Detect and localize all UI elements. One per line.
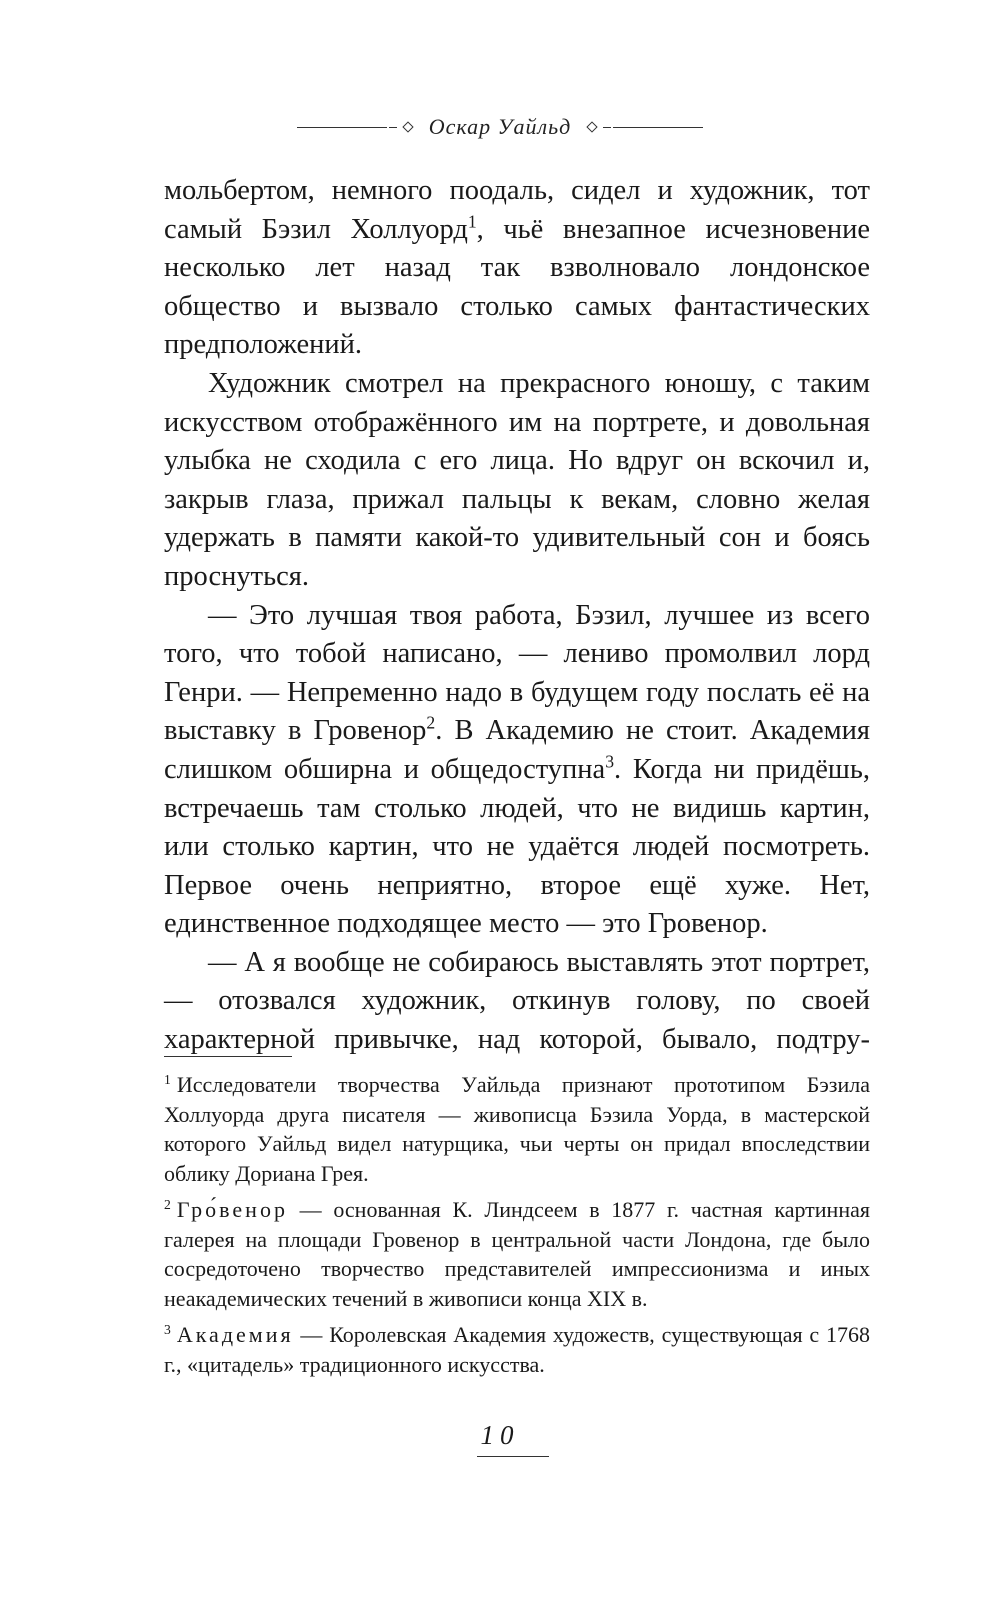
page-number: 10 bbox=[480, 1420, 520, 1450]
footnote-text: — Королевская Академия художеств, существующая с 1768 г., «цитадель» традиционного искусства. bbox=[164, 1322, 870, 1377]
left-ornament-icon bbox=[297, 123, 415, 131]
paragraph-3-part-b: . В Академию не стоит. Академия слишком обширна и общедоступна bbox=[164, 715, 870, 785]
paragraph-3-part-a: — Это лучшая твоя работа, Бэзил, лучшее из всего того, что тобой написано, — лениво промолвил лорд Генри. — Непременно надо в будущем году послать её на выставку в Гровенор bbox=[164, 599, 870, 747]
footnote-number: 3 bbox=[164, 1321, 171, 1337]
footnote-term: Академия bbox=[176, 1322, 294, 1347]
paragraph-3-part-c: . Когда ни придёшь, встречаешь там столько людей, что не видишь картин, или столько картин, что не удаётся людей посмотреть. Первое очень неприятно, второе ещё хуже. Нет, единственное подходящее место — это Гровенор. bbox=[164, 753, 870, 940]
paragraph-2: Художник смотрел на прекрасного юношу, с таким искусством отображённого им на портрете, и довольная улыбка не сходила с его лица. Но вдруг он вскочил и, закрыв глаза, прижал пальцы к векам, словно желая удержать в памяти какой-то удивительный сон и боясь проснуться. bbox=[164, 367, 870, 592]
footnote-1 bbox=[164, 1070, 870, 1188]
paragraph-1-part-a: мольбертом, немного поодаль, сидел и художник, тот самый Бэзил Холлуорд bbox=[164, 175, 870, 245]
footnote-separator bbox=[164, 1056, 292, 1057]
footnotes bbox=[164, 1070, 870, 1386]
paragraph-4: — А я вообще не собираюсь выставлять этот портрет, — отозвался художник, откинув голову, по своей характерной привычке, над которой, бывало, подтру- bbox=[164, 946, 870, 1056]
footnote-term: Гро́венор bbox=[176, 1197, 288, 1222]
footnote-number: 1 bbox=[164, 1071, 171, 1087]
footnote-3 bbox=[164, 1320, 870, 1379]
running-header bbox=[0, 114, 1000, 140]
right-ornament-icon bbox=[585, 123, 703, 131]
running-header-author: Оскар Уайльд bbox=[428, 114, 572, 139]
footnote-text: Исследователи творчества Уайльда признают прототипом Бэзила Холлуорда друга писателя — живописца Бэзила Уорда, в мастерской которого Уайльд видел натурщика, чьи черты он придал впоследствии облику Дориана Грея. bbox=[164, 1072, 870, 1186]
footnote-ref-1[interactable]: 1 bbox=[467, 211, 477, 232]
main-text bbox=[164, 172, 870, 1060]
page-number-rule bbox=[477, 1456, 549, 1457]
paragraph-1-part-b: , чьё внезапное исчезновение несколько лет назад так взволновало лондонское общество и вызвало столько самых фантастических предположений. bbox=[164, 213, 870, 361]
footnote-2 bbox=[164, 1195, 870, 1313]
footnote-number: 2 bbox=[164, 1196, 171, 1212]
footnote-ref-2[interactable]: 2 bbox=[426, 712, 436, 733]
paragraph-3 bbox=[164, 597, 870, 944]
paragraph-1 bbox=[164, 172, 870, 365]
footnote-text: — основанная К. Линдсеем в 1877 г. частная картинная галерея на площади Гровенор в центральной части Лондона, где было сосредоточено творчество представителей импрессионизма и иных неакадемических течений в живописи конца XIX в. bbox=[164, 1197, 870, 1311]
footnote-ref-3[interactable]: 3 bbox=[605, 751, 615, 772]
